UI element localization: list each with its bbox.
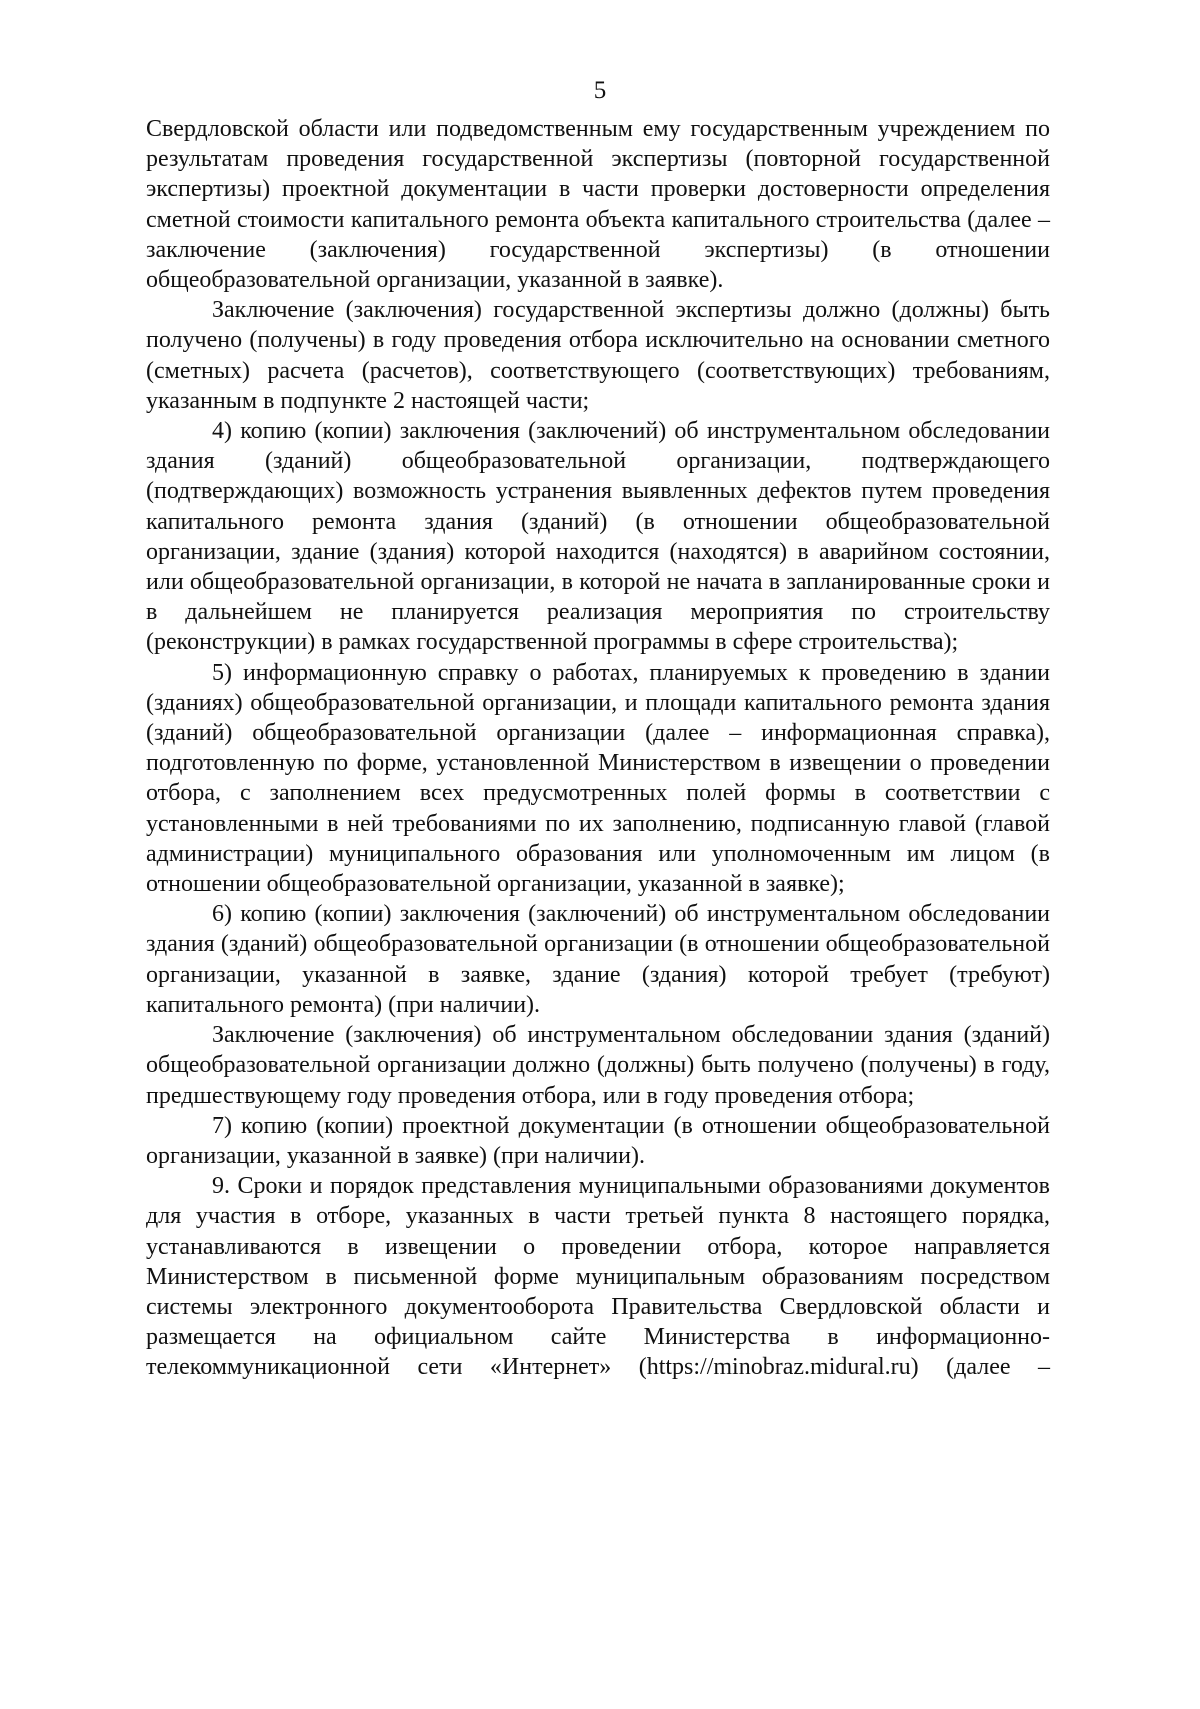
page-number: 5: [593, 77, 607, 104]
paragraph-continuation: Свердловской области или подведомственным ему государственным учреждением по результатам проведения государственной экспертизы (повторной государственной экспертизы) проектной документации в части проверки достоверности определения сметной стоимости капитального ремонта объекта капитального строительства (далее – заключение (заключения) государственной экспертизы) (в отношении общеобразовательной организации, указанной в заявке).: [146, 116, 1050, 294]
list-item-7: 7) копию (копии) проектной документации (в отношении общеобразовательной организации, указанной в заявке) (при наличии).: [146, 1112, 1050, 1169]
list-item-5: 5) информационную справку о работах, планируемых к проведению в здании (зданиях) общеобразовательной организации, и площади капитального ремонта здания (зданий) общеобразовательной организации (далее – информационная справка), подготовленную по форме, установленной Министерством в извещении о проведении отбора, с заполнением всех предусмотренных полей формы в соответствии с установленными в ней требованиями по их заполнению, подписанную главой (главой администрации) муниципального образования или уполномоченным им лицом (в отношении общеобразовательной организации, указанной в заявке);: [146, 659, 1050, 898]
clause-9: 9. Сроки и порядок представления муниципальными образованиями документов для участия в отборе, указанных в части третьей пункта 8 настоящего порядка, устанавливаются в извещении о проведении отбора, которое направляется Министерством в письменной форме муниципальным образованиям посредством системы электронного документооборота Правительства Свердловской области и размещается на официальном сайте Министерства в информационно-телекоммуникационной сети «Интернет» (https://minobraz.midural.ru) (далее –: [146, 1173, 1050, 1381]
list-item-4: 4) копию (копии) заключения (заключений) об инструментальном обследовании здания (зданий) общеобразовательной организации, подтверждающего (подтверждающих) возможность устранения выявленных дефектов путем проведения капитального ремонта здания (зданий) (в отношении общеобразовательной организации, здание (здания) которой находится (находятся) в аварийном состоянии, или общеобразовательной организации, в которой не начата в запланированные сроки и в дальнейшем не планируется реализация мероприятия по строительству (реконструкции) в рамках государственной программы в сфере строительства);: [146, 418, 1050, 656]
list-item-6: 6) копию (копии) заключения (заключений) об инструментальном обследовании здания (зданий) общеобразовательной организации (в отношении общеобразовательной организации, указанной в заявке, здание (здания) которой требует (требуют) капитального ремонта) (при наличии).: [146, 901, 1050, 1018]
document-body: [146, 114, 1050, 1383]
paragraph-expertise-conclusion: Заключение (заключения) государственной экспертизы должно (должны) быть получено (получены) в году проведения отбора исключительно на основании сметного (сметных) расчета (расчетов), соответствующего (соответствующих) требованиям, указанным в подпункте 2 настоящей части;: [146, 297, 1050, 414]
paragraph-inspection-conclusion: Заключение (заключения) об инструментальном обследовании здания (зданий) общеобразовательной организации должно (должны) быть получено (получены) в году, предшествующему году проведения отбора, или в году проведения отбора;: [146, 1022, 1050, 1109]
